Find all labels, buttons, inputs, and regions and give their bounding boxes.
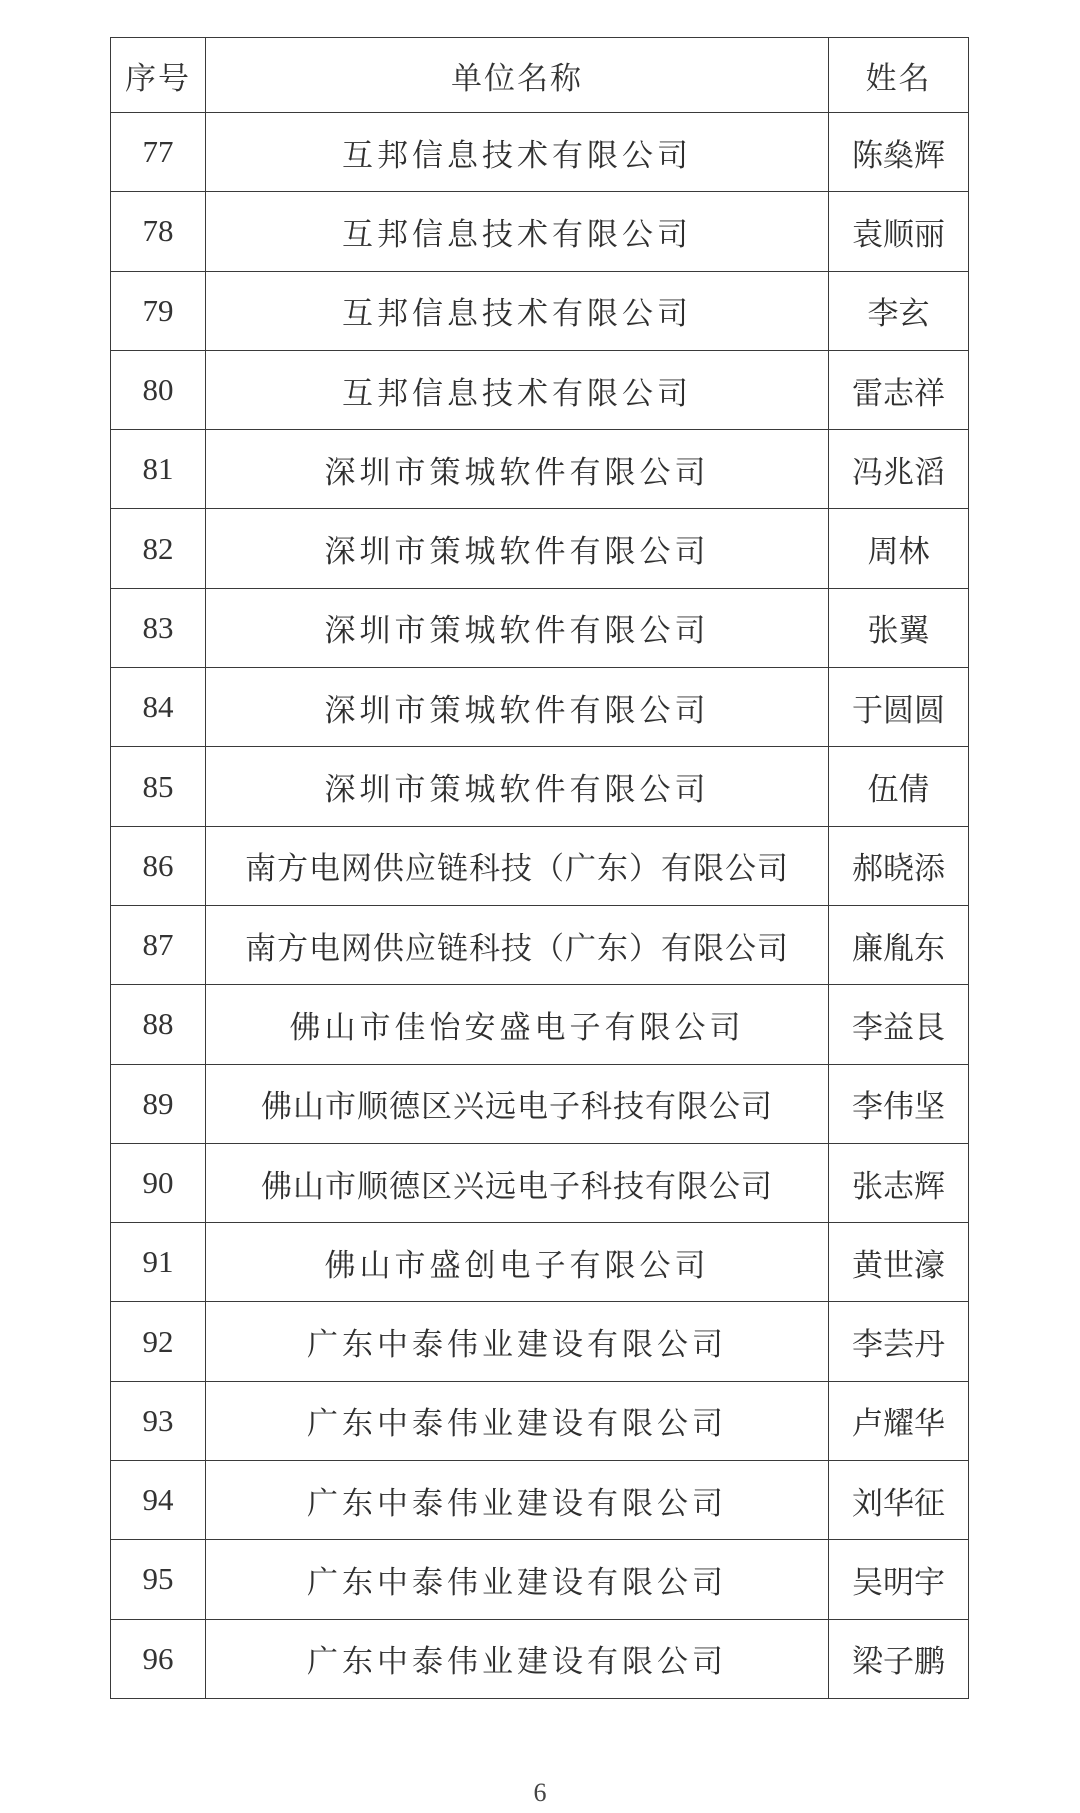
row-unit: 深圳市策城软件有限公司	[206, 430, 829, 509]
row-name: 黄世濠	[829, 1223, 969, 1302]
row-name: 郝晓添	[829, 826, 969, 905]
table-row	[111, 430, 969, 509]
row-seq: 85	[111, 747, 206, 826]
row-name: 刘华征	[829, 1461, 969, 1540]
row-unit: 广东中泰伟业建设有限公司	[206, 1540, 829, 1619]
row-seq: 88	[111, 985, 206, 1064]
table-row	[111, 1540, 969, 1619]
row-name: 李伟坚	[829, 1064, 969, 1143]
row-seq: 94	[111, 1461, 206, 1540]
table-row	[111, 985, 969, 1064]
row-name: 廉胤东	[829, 905, 969, 984]
table-row	[111, 1302, 969, 1381]
row-unit: 南方电网供应链科技（广东）有限公司	[206, 826, 829, 905]
row-unit: 南方电网供应链科技（广东）有限公司	[206, 905, 829, 984]
page-number: 6	[533, 1778, 547, 1807]
row-seq: 93	[111, 1381, 206, 1460]
row-unit: 广东中泰伟业建设有限公司	[206, 1381, 829, 1460]
row-name: 吴明宇	[829, 1540, 969, 1619]
row-unit: 互邦信息技术有限公司	[206, 113, 829, 192]
row-unit: 广东中泰伟业建设有限公司	[206, 1461, 829, 1540]
header-row	[111, 38, 969, 113]
row-name: 陈燊辉	[829, 113, 969, 192]
header-seq: 序号	[111, 38, 206, 113]
table-row	[111, 192, 969, 271]
row-unit: 佛山市顺德区兴远电子科技有限公司	[206, 1143, 829, 1222]
row-seq: 96	[111, 1619, 206, 1698]
row-name: 梁子鹏	[829, 1619, 969, 1698]
row-seq: 90	[111, 1143, 206, 1222]
row-seq: 77	[111, 113, 206, 192]
row-unit: 互邦信息技术有限公司	[206, 350, 829, 429]
row-unit: 互邦信息技术有限公司	[206, 271, 829, 350]
header-name: 姓名	[829, 38, 969, 113]
table-row	[111, 668, 969, 747]
table-header	[111, 38, 969, 113]
row-unit: 广东中泰伟业建设有限公司	[206, 1619, 829, 1698]
row-unit: 佛山市顺德区兴远电子科技有限公司	[206, 1064, 829, 1143]
row-seq: 91	[111, 1223, 206, 1302]
row-seq: 84	[111, 668, 206, 747]
row-unit: 佛山市佳怡安盛电子有限公司	[206, 985, 829, 1064]
table-row	[111, 1064, 969, 1143]
row-seq: 86	[111, 826, 206, 905]
table-row	[111, 1619, 969, 1698]
table-row	[111, 350, 969, 429]
row-seq: 80	[111, 350, 206, 429]
row-seq: 82	[111, 509, 206, 588]
row-name: 袁顺丽	[829, 192, 969, 271]
row-unit: 深圳市策城软件有限公司	[206, 588, 829, 667]
row-seq: 79	[111, 271, 206, 350]
row-seq: 83	[111, 588, 206, 667]
table-row	[111, 1461, 969, 1540]
row-name: 李芸丹	[829, 1302, 969, 1381]
table-row	[111, 1223, 969, 1302]
row-name: 于圆圆	[829, 668, 969, 747]
row-name: 卢耀华	[829, 1381, 969, 1460]
row-unit: 深圳市策城软件有限公司	[206, 747, 829, 826]
table-body	[111, 113, 969, 1699]
table-row	[111, 747, 969, 826]
row-name: 李益艮	[829, 985, 969, 1064]
row-unit: 互邦信息技术有限公司	[206, 192, 829, 271]
row-name: 伍倩	[829, 747, 969, 826]
row-unit: 佛山市盛创电子有限公司	[206, 1223, 829, 1302]
row-name: 周林	[829, 509, 969, 588]
row-seq: 95	[111, 1540, 206, 1619]
table-row	[111, 826, 969, 905]
row-unit: 深圳市策城软件有限公司	[206, 668, 829, 747]
row-name: 李玄	[829, 271, 969, 350]
row-seq: 92	[111, 1302, 206, 1381]
row-name: 冯兆滔	[829, 430, 969, 509]
row-name: 张志辉	[829, 1143, 969, 1222]
row-name: 张翼	[829, 588, 969, 667]
table-row	[111, 588, 969, 667]
table-row	[111, 271, 969, 350]
table-row	[111, 1381, 969, 1460]
row-seq: 89	[111, 1064, 206, 1143]
table-row	[111, 905, 969, 984]
table-row	[111, 113, 969, 192]
table-row	[111, 509, 969, 588]
table-row	[111, 1143, 969, 1222]
row-seq: 81	[111, 430, 206, 509]
row-seq: 78	[111, 192, 206, 271]
header-unit: 单位名称	[206, 38, 829, 113]
roster-table	[110, 37, 969, 1699]
row-name: 雷志祥	[829, 350, 969, 429]
row-seq: 87	[111, 905, 206, 984]
row-unit: 广东中泰伟业建设有限公司	[206, 1302, 829, 1381]
row-unit: 深圳市策城软件有限公司	[206, 509, 829, 588]
